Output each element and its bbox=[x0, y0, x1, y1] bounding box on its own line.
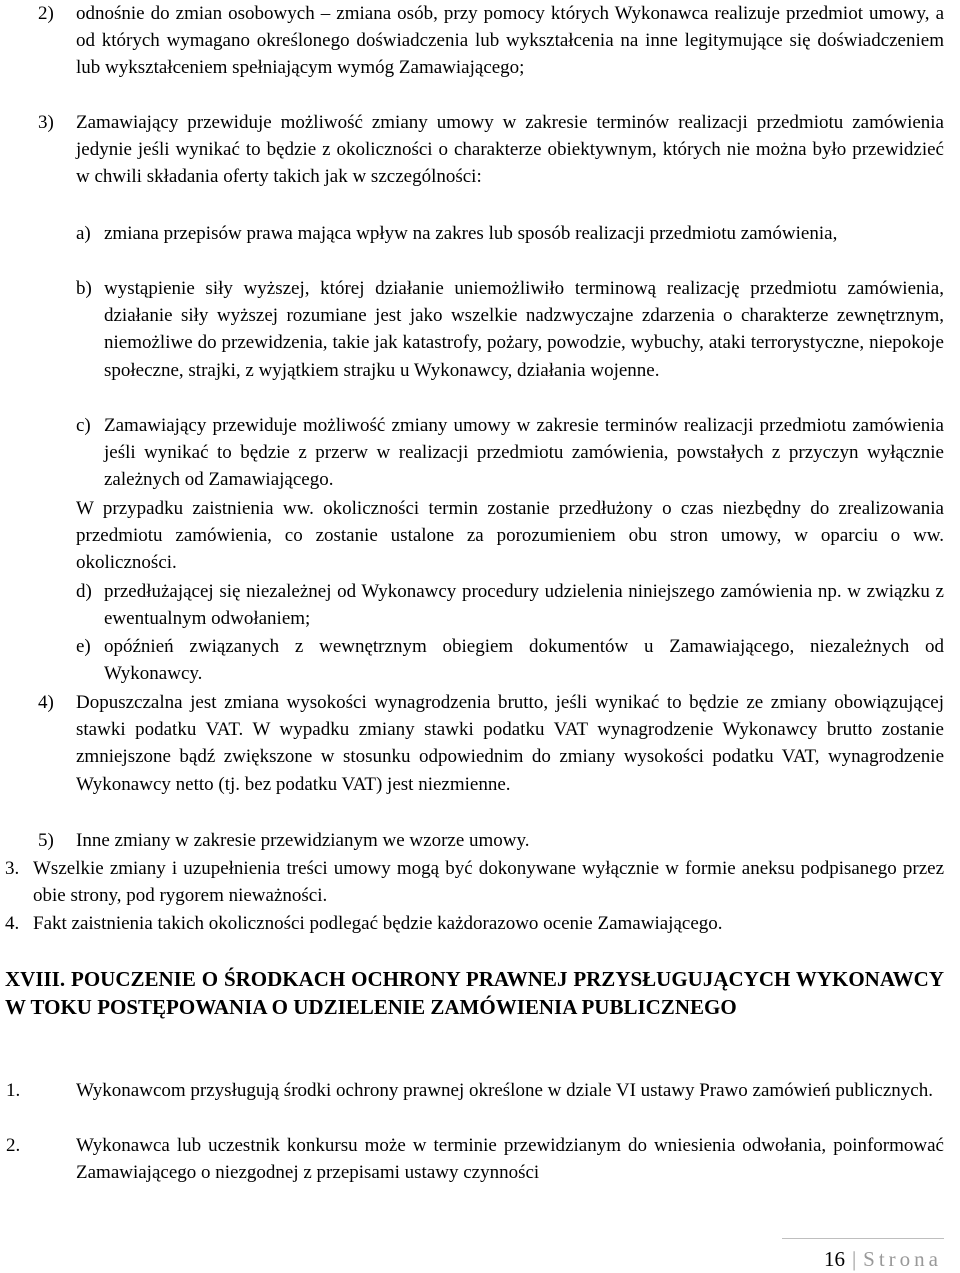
footer-divider bbox=[782, 1238, 944, 1239]
list-item bbox=[38, 109, 944, 191]
section-heading bbox=[5, 965, 944, 1021]
list-item-number: 2. bbox=[6, 1135, 21, 1156]
list-item-letter: c) bbox=[76, 415, 91, 436]
list-item-number: 2) bbox=[38, 3, 54, 24]
list-item bbox=[38, 827, 944, 854]
list-item-text: Wykonawcom przysługują środki ochrony prawnej określone w dziale VI ustawy Prawo zamówień publicznych. bbox=[76, 1080, 933, 1101]
footer-label: Strona bbox=[863, 1247, 942, 1271]
list-item bbox=[5, 910, 944, 937]
list-item-text: Wszelkie zmiany i uzupełnienia treści umowy mogą być dokonywane wyłącznie w formie aneksu podpisanego przez obie strony, pod rygorem nieważności. bbox=[33, 858, 944, 907]
list-item-text: odnośnie do zmian osobowych – zmiana osób, przy pomocy których Wykonawca realizuje przedmiot umowy, a od których wymagano określonego doświadczenia lub wykształcenia na inne legitymujące się doświadczeniem lub wykształceniem spełniającym wymóg Zamawiającego; bbox=[76, 3, 944, 79]
list-item bbox=[6, 1077, 944, 1104]
list-item-letter: b) bbox=[76, 278, 92, 299]
list-item bbox=[76, 412, 944, 494]
list-item bbox=[38, 689, 944, 798]
list-item-number: 3. bbox=[5, 858, 20, 879]
list-item-number: 4. bbox=[5, 913, 20, 934]
list-item-number: 4) bbox=[38, 692, 54, 713]
list-item bbox=[5, 855, 944, 909]
paragraph: W przypadku zaistnienia ww. okoliczności termin zostanie przedłużony o czas niezbędny do zrealizowania przedmiotu zamówienia, co zostanie ustalone za porozumieniem obu stron umowy, w oparciu o ww. okoliczności. bbox=[76, 498, 944, 574]
list-item-text: zmiana przepisów prawa mająca wpływ na zakres lub sposób realizacji przedmiotu zamówienia, bbox=[104, 223, 838, 244]
section-number: XVIII. bbox=[5, 967, 66, 991]
list-item bbox=[38, 0, 944, 82]
page-footer bbox=[824, 1245, 942, 1273]
list-item-letter: d) bbox=[76, 581, 92, 602]
list-item-text: Zamawiający przewiduje możliwość zmiany umowy w zakresie terminów realizacji przedmiotu zamówienia jeśli wynikać to będzie z przerw w realizacji przedmiotu zamówienia, powstałych z przyczyn wyłącznie zależnych od Zamawiającego. bbox=[104, 415, 944, 491]
list-item bbox=[76, 220, 944, 247]
list-item-text: Fakt zaistnienia takich okoliczności podlegać będzie każdorazowo ocenie Zamawiającego. bbox=[33, 913, 723, 934]
list-item-text: Zamawiający przewiduje możliwość zmiany umowy w zakresie terminów realizacji przedmiotu zamówienia jedynie jeśli wynikać to będzie z okoliczności o charakterze obiektywnym, których nie można było przewidzieć w chwili składania oferty takich jak w szczególności: bbox=[76, 112, 944, 188]
list-item-number: 1. bbox=[6, 1080, 21, 1101]
page-number: 16 bbox=[823, 1247, 845, 1271]
list-item-text: opóźnień związanych z wewnętrznym obiegiem dokumentów u Zamawiającego, niezależnych od Wykonawcy. bbox=[104, 636, 944, 685]
list-item-text: przedłużającej się niezależnej od Wykonawcy procedury udzielenia niniejszego zamówienia np. w związku z ewentualnym odwołaniem; bbox=[104, 581, 944, 630]
list-item-text: Dopuszczalna jest zmiana wysokości wynagrodzenia brutto, jeśli wynikać to będzie ze zmiany obowiązującej stawki podatku VAT. W wypadku zmiany stawki podatku VAT wynagrodzenie Wykonawcy brutto zostanie zmniejszone bądź zwiększone w stosunku odpowiednim do zmiany wysokości podatku VAT, wynagrodzenie Wykonawcy netto (tj. bez podatku VAT) jest niezmienne. bbox=[76, 692, 944, 795]
list-item-text: Wykonawca lub uczestnik konkursu może w terminie przewidzianym do wniesienia odwołania, poinformować Zamawiającego o niezgodnej z przepisami ustawy czynności bbox=[76, 1135, 944, 1184]
footer-separator: | bbox=[851, 1247, 857, 1271]
list-item-text: wystąpienie siły wyższej, której działanie uniemożliwiło terminową realizację przedmiotu zamówienia, działanie siły wyższej rozumiane jest jako wszelkie nadzwyczajne zdarzenia o charakterze zewnętrznym, niemożliwe do przewidzenia, takie jak katastrofy, pożary, powodzie, wybuchy, ataki terrorystyczne, niepokoje społeczne, strajki, z wyjątkiem strajku u Wykonawcy, działania wojenne. bbox=[104, 278, 944, 381]
list-item bbox=[76, 578, 944, 632]
section-title: POUCZENIE O ŚRODKACH OCHRONY PRAWNEJ PRZYSŁUGUJĄCYCH WYKONAWCY W TOKU POSTĘPOWANIA O UDZIELENIE ZAMÓWIENIA PUBLICZNEGO bbox=[5, 967, 945, 1019]
list-item bbox=[76, 633, 944, 687]
list-item-number: 3) bbox=[38, 112, 54, 133]
list-item-text: Inne zmiany w zakresie przewidzianym we wzorze umowy. bbox=[76, 830, 530, 851]
list-item-letter: a) bbox=[76, 223, 91, 244]
list-item-letter: e) bbox=[76, 636, 91, 657]
list-item bbox=[6, 1132, 944, 1186]
list-item-number: 5) bbox=[38, 830, 54, 851]
list-item bbox=[76, 275, 944, 384]
